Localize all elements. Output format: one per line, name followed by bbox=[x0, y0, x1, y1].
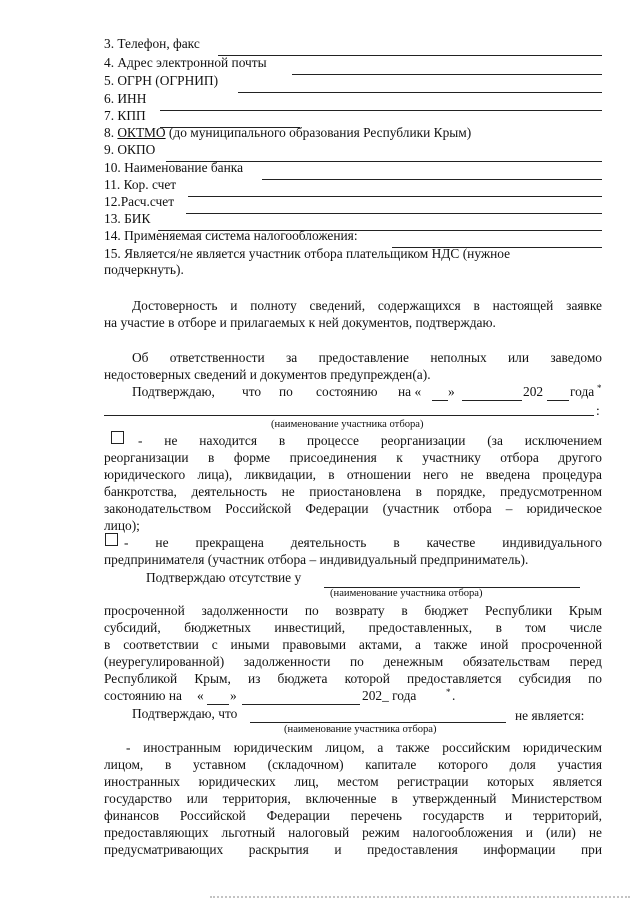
field-phone-line[interactable] bbox=[218, 41, 602, 56]
item1-line3: юридического лица), ликвидации, в отношении него не введена процедура bbox=[104, 467, 602, 482]
item1-line2: реорганизации в форме присоединения к участнику отбора другого bbox=[104, 450, 602, 465]
confirm-footnote-mark: * bbox=[597, 383, 602, 393]
field-phone-label: 3. Телефон, факс bbox=[104, 36, 200, 51]
foreign-line1: - иностранным юридическим лицом, а также российским юридическим bbox=[126, 740, 602, 755]
absence-line2: субсидий, бюджетных инвестиций, предоставленных, в том числе bbox=[104, 620, 602, 635]
field-corr-line[interactable] bbox=[188, 182, 602, 197]
absence-label: Подтверждаю отсутствие у bbox=[146, 570, 302, 585]
field-okpo-label: 9. ОКПО bbox=[104, 142, 156, 157]
confirm-year-field[interactable] bbox=[547, 386, 569, 401]
field-bik-label: 13. БИК bbox=[104, 211, 151, 226]
responsibility-line1: Об ответственности за предоставление неполных или заведомо bbox=[132, 350, 602, 365]
absence-participant-field[interactable] bbox=[324, 573, 580, 588]
absence-line3: в соответствии с иными правовыми актами, а также иной просроченной bbox=[104, 637, 602, 652]
confirm-by: по bbox=[279, 384, 293, 399]
field-email-line[interactable] bbox=[292, 60, 602, 75]
item1-line4: банкротства, деятельность не приостановлена в порядке, предусмотренном bbox=[104, 484, 602, 499]
participant-name-caption: (наименование участника отбора) bbox=[271, 419, 424, 430]
foreign-line3: иностранных юридических лиц, местом регистрации которых является bbox=[104, 774, 602, 789]
foreign-line2: лицом, в уставном (складочном) капитале которого доля участия bbox=[104, 757, 602, 772]
absence-month-field[interactable] bbox=[242, 690, 360, 705]
item1-line1: - не находится в процессе реорганизации (за исключением bbox=[138, 433, 602, 448]
cut-off-next-line bbox=[210, 896, 630, 902]
confirm-colon: : bbox=[596, 403, 600, 418]
reliability-line1: Достоверность и полноту сведений, содержащихся в настоящей заявке bbox=[132, 298, 602, 313]
not-ceased-checkbox[interactable] bbox=[105, 533, 118, 546]
item1-line5: законодательством Российской Федерации (участник отбора – юридическое bbox=[104, 501, 602, 516]
confirm-month-field[interactable] bbox=[462, 386, 522, 401]
field-email-label: 4. Адрес электронной почты bbox=[104, 55, 267, 70]
confirm-state: состоянию bbox=[316, 384, 378, 399]
field-inn-label: 6. ИНН bbox=[104, 91, 147, 106]
item1-line6: лицо); bbox=[104, 518, 140, 533]
field-ogrn-label: 5. ОГРН (ОГРНИП) bbox=[104, 73, 219, 88]
item2-line1: - не прекращена деятельность в качестве индивидуального bbox=[124, 535, 602, 550]
foreign-line4: государство или территория, включенные в утвержденный Министерством bbox=[104, 791, 602, 806]
absence-line4: (неурегулированной) задолженности по денежным обязательствам перед bbox=[104, 654, 602, 669]
confirm-day-field[interactable] bbox=[432, 386, 448, 401]
confirm2-participant-caption: (наименование участника отбора) bbox=[284, 724, 437, 735]
field-ogrn-line[interactable] bbox=[238, 78, 602, 93]
responsibility-line2: недостоверных сведений и документов предупрежден(а). bbox=[104, 367, 431, 382]
foreign-line5: финансов Российской Федерации перечень государств и территорий, bbox=[104, 808, 602, 823]
absence-year-word: 202_ года bbox=[362, 688, 417, 703]
field-account-line[interactable] bbox=[186, 199, 602, 214]
absence-period: . bbox=[452, 688, 456, 703]
absence-date-label: состоянию на bbox=[104, 688, 182, 703]
field-tax-label: 14. Применяемая система налогообложения: bbox=[104, 228, 358, 243]
confirm-on-open-quote: на « bbox=[398, 384, 422, 399]
confirm-close-quote: » bbox=[448, 384, 455, 399]
field-bank-label: 10. Наименование банка bbox=[104, 160, 244, 175]
item2-line2: предпринимателя (участник отбора – индивидуальный предприниматель). bbox=[104, 552, 529, 567]
absence-footnote-mark: * bbox=[446, 687, 451, 697]
absence-day-field[interactable] bbox=[207, 690, 229, 705]
absence-line1: просроченной задолженности по возврату в бюджет Республики Крым bbox=[104, 603, 602, 618]
absence-close-quote: » bbox=[230, 688, 237, 703]
field-vat-line1: 15. Является/не является участник отбора плательщиком НДС (нужное bbox=[104, 246, 511, 261]
field-oktmo-label: 8. ОКТМО (до муниципального образования Республики Крым) bbox=[104, 125, 472, 140]
field-bank-line[interactable] bbox=[262, 165, 602, 180]
confirm2-participant-field[interactable] bbox=[250, 708, 506, 723]
confirm2-label: Подтверждаю, что bbox=[132, 706, 238, 721]
confirm2-not-is: не является: bbox=[515, 708, 585, 723]
confirm-year-word: года bbox=[570, 384, 595, 399]
reliability-line2: на участие в отборе и прилагаемых к ней документов, подтверждаю. bbox=[104, 315, 496, 330]
absence-participant-caption: (наименование участника отбора) bbox=[330, 588, 483, 599]
confirm-word: Подтверждаю, bbox=[132, 384, 215, 399]
absence-open-quote: « bbox=[197, 688, 204, 703]
field-account-label: 12.Расч.счет bbox=[104, 194, 175, 209]
field-inn-line[interactable] bbox=[160, 96, 602, 111]
not-reorganization-checkbox[interactable] bbox=[111, 431, 124, 444]
field-corr-label: 11. Кор. счет bbox=[104, 177, 177, 192]
field-kpp-label: 7. КПП bbox=[104, 108, 146, 123]
participant-name-field[interactable] bbox=[104, 401, 594, 416]
foreign-line7: предусматривающих раскрытия и предоставления информации при bbox=[104, 842, 602, 857]
confirm-that: что bbox=[242, 384, 262, 399]
field-vat-line2: подчеркнуть). bbox=[104, 262, 184, 277]
confirm-year-prefix: 202 bbox=[523, 384, 544, 399]
absence-line5: Республикой Крым, из бюджета которой предоставляется субсидия по bbox=[104, 671, 602, 686]
foreign-line6: предоставляющих льготный налоговый режим налогообложения и (или) не bbox=[104, 825, 602, 840]
